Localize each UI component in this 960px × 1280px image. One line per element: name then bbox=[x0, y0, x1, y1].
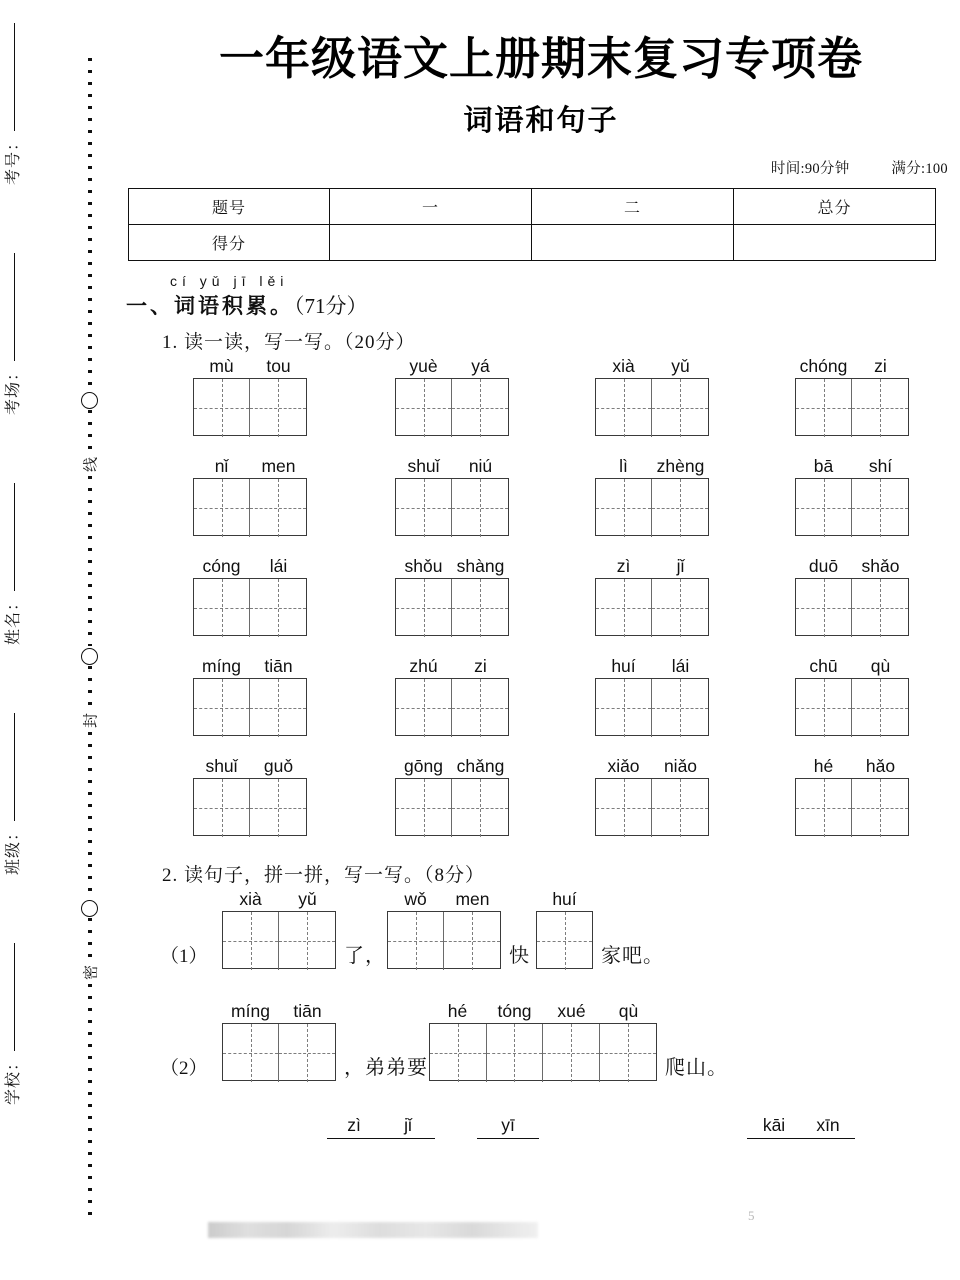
tianzige-grid[interactable] bbox=[595, 378, 709, 436]
tianzige-grid[interactable] bbox=[193, 578, 307, 636]
tianzige-cell[interactable] bbox=[537, 912, 592, 970]
tianzige-cell[interactable] bbox=[396, 479, 452, 537]
tianzige-cell[interactable] bbox=[452, 479, 508, 537]
pinyin-label bbox=[193, 354, 307, 378]
dotted-segment bbox=[88, 918, 92, 962]
pinyin-syllable: shuǐ bbox=[407, 455, 440, 476]
tianzige-grid[interactable] bbox=[395, 578, 509, 636]
tianzige-grid[interactable] bbox=[595, 678, 709, 736]
tianzige-grid[interactable] bbox=[222, 911, 336, 969]
pinyin-label bbox=[222, 887, 336, 911]
word-grid-item bbox=[595, 754, 709, 836]
tianzige-cell[interactable] bbox=[796, 579, 852, 637]
dotted-segment bbox=[88, 732, 92, 898]
pinyin-syllable: duō bbox=[808, 555, 839, 576]
dotted-segment bbox=[88, 410, 92, 454]
tianzige-cell[interactable] bbox=[596, 479, 652, 537]
seal-label-class bbox=[0, 685, 23, 875]
seal-label-exam-number bbox=[0, 0, 23, 185]
pinyin-label bbox=[795, 354, 909, 378]
seal-ring-marker bbox=[81, 392, 98, 409]
tianzige-cell[interactable] bbox=[652, 779, 708, 837]
table-row-scores bbox=[129, 224, 936, 260]
dotted-segment bbox=[88, 666, 92, 710]
tianzige-cell[interactable] bbox=[452, 379, 508, 437]
pinyin-syllable: shuǐ bbox=[205, 755, 238, 776]
tianzige-cell[interactable] bbox=[652, 679, 708, 737]
score-cell-total[interactable] bbox=[734, 224, 936, 260]
sentence-text: ，弟弟要 bbox=[344, 1056, 428, 1079]
tianzige-grid[interactable] bbox=[193, 378, 307, 436]
question-2-sentence-area bbox=[122, 887, 960, 1111]
pinyin-label bbox=[395, 454, 509, 478]
word-grid-item bbox=[395, 654, 509, 736]
seal-ring-marker bbox=[81, 900, 98, 917]
page-number: 5 bbox=[748, 1208, 755, 1223]
tianzige-cell[interactable] bbox=[396, 779, 452, 837]
seal-dotted-line bbox=[83, 58, 100, 1218]
tianzige-grid[interactable] bbox=[795, 578, 909, 636]
exam-total-label: 满分:100 bbox=[891, 160, 948, 177]
pinyin-syllable: yī bbox=[501, 1114, 515, 1135]
pinyin-label bbox=[395, 654, 509, 678]
seal-label-text: 学校： bbox=[5, 1053, 22, 1105]
exam-meta bbox=[122, 157, 948, 178]
tianzige-cell[interactable] bbox=[250, 779, 306, 837]
word-grid-item bbox=[595, 554, 709, 636]
section-one-heading bbox=[126, 273, 960, 323]
exam-sheet bbox=[122, 0, 960, 1280]
tianzige-cell[interactable] bbox=[796, 479, 852, 537]
pinyin-syllable: lì bbox=[619, 455, 628, 476]
pinyin-label bbox=[429, 999, 657, 1023]
tianzige-cell[interactable] bbox=[396, 679, 452, 737]
pinyin-syllable: huí bbox=[611, 655, 636, 676]
score-table-row-label: 得分 bbox=[129, 224, 330, 260]
tianzige-cell[interactable] bbox=[444, 912, 500, 970]
pinyin-syllable: xiǎo bbox=[607, 755, 640, 776]
sentence-text: 快 bbox=[509, 944, 530, 967]
page-title: 一年级语文上册期末复习专项卷 bbox=[218, 34, 863, 84]
pinyin-label bbox=[193, 654, 307, 678]
pinyin-syllable: shǒu bbox=[404, 555, 443, 576]
tianzige-grid[interactable] bbox=[395, 378, 509, 436]
sentence-blank-grid bbox=[222, 887, 336, 969]
seal-label-text: 考号： bbox=[5, 133, 22, 185]
pinyin-syllable: zì bbox=[616, 555, 631, 576]
pinyin-syllable: shí bbox=[868, 455, 893, 476]
seal-label-text: 姓名： bbox=[5, 593, 22, 645]
tianzige-cell[interactable] bbox=[596, 779, 652, 837]
pinyin-syllable: jǐ bbox=[676, 555, 685, 576]
pinyin-syllable: xīn bbox=[816, 1114, 840, 1135]
pinyin-syllable: lái bbox=[671, 655, 690, 676]
seal-ring-marker bbox=[81, 648, 98, 665]
pinyin-label bbox=[193, 754, 307, 778]
pinyin-syllable: míng bbox=[202, 655, 241, 676]
pinyin-label bbox=[595, 554, 709, 578]
sentence-text: 了， bbox=[344, 944, 386, 967]
pinyin-syllable: xià bbox=[612, 355, 635, 376]
section-one-title bbox=[126, 290, 368, 320]
pinyin-syllable: shàng bbox=[456, 555, 505, 576]
tianzige-cell[interactable] bbox=[396, 379, 452, 437]
tianzige-grid[interactable] bbox=[193, 478, 307, 536]
pinyin-syllable: hé bbox=[813, 755, 834, 776]
word-grid-item bbox=[595, 654, 709, 736]
tianzige-cell[interactable] bbox=[452, 779, 508, 837]
word-grid-item bbox=[193, 554, 307, 636]
tianzige-cell[interactable] bbox=[652, 479, 708, 537]
pinyin-syllable: niú bbox=[468, 455, 493, 476]
tianzige-cell[interactable] bbox=[194, 479, 250, 537]
word-grid-item bbox=[595, 454, 709, 536]
tianzige-cell[interactable] bbox=[596, 579, 652, 637]
word-grid-item bbox=[395, 454, 509, 536]
sentence-text: 家吧。 bbox=[601, 944, 664, 967]
tianzige-cell[interactable] bbox=[852, 479, 908, 537]
tianzige-cell[interactable] bbox=[396, 579, 452, 637]
tianzige-cell[interactable] bbox=[852, 779, 908, 837]
pinyin-syllable: lái bbox=[269, 555, 288, 576]
tianzige-cell[interactable] bbox=[250, 479, 306, 537]
seal-label-exam-room bbox=[0, 225, 23, 415]
tianzige-grid[interactable] bbox=[595, 578, 709, 636]
pinyin-syllable: chū bbox=[809, 655, 838, 676]
pinyin-label bbox=[795, 454, 909, 478]
pinyin-label bbox=[395, 754, 509, 778]
page-subtitle: 词语和句子 bbox=[463, 104, 619, 137]
sentence-index: （2） bbox=[160, 1057, 208, 1079]
score-table-col-2: 二 bbox=[532, 188, 734, 224]
tianzige-cell[interactable] bbox=[250, 679, 306, 737]
score-table-row-label: 题号 bbox=[129, 188, 330, 224]
tianzige-cell[interactable] bbox=[596, 679, 652, 737]
seal-label-school bbox=[0, 915, 23, 1105]
pinyin-label bbox=[395, 354, 509, 378]
tianzige-cell[interactable] bbox=[852, 579, 908, 637]
score-cell-2[interactable] bbox=[532, 224, 734, 260]
pinyin-syllable: zhú bbox=[409, 655, 438, 676]
word-grid-item bbox=[193, 454, 307, 536]
pinyin-syllable: tiān bbox=[264, 655, 293, 676]
tianzige-cell[interactable] bbox=[223, 1024, 279, 1082]
word-grid-item bbox=[795, 554, 909, 636]
sentence-blank-grid bbox=[429, 999, 657, 1081]
table-row-header bbox=[129, 188, 936, 224]
grid-row bbox=[122, 654, 960, 754]
tianzige-grid[interactable] bbox=[795, 678, 909, 736]
section-one-points: （71分） bbox=[294, 293, 368, 318]
pinyin-syllable: xué bbox=[557, 1000, 586, 1021]
pinyin-syllable: jǐ bbox=[404, 1114, 412, 1135]
tianzige-cell[interactable] bbox=[452, 679, 508, 737]
question-1-prompt: 1. 读一读，写一写。（20分） bbox=[162, 331, 416, 353]
tianzige-grid[interactable] bbox=[193, 778, 307, 836]
seal-char-mi: 密 bbox=[80, 962, 101, 984]
tianzige-cell[interactable] bbox=[652, 579, 708, 637]
seal-write-rule bbox=[14, 713, 15, 821]
sentence-text: 爬山。 bbox=[665, 1056, 728, 1079]
tianzige-grid[interactable] bbox=[222, 1023, 336, 1081]
pinyin-syllable: zì bbox=[347, 1114, 361, 1135]
sentence-row bbox=[122, 887, 960, 999]
pinyin-syllable: xià bbox=[239, 888, 262, 909]
pinyin-syllable: míng bbox=[231, 1000, 270, 1021]
grid-row bbox=[122, 454, 960, 554]
sentence-blank-grid bbox=[387, 887, 501, 969]
pinyin-syllable: wǒ bbox=[404, 888, 427, 909]
word-grid-item bbox=[395, 754, 509, 836]
word-grid-item bbox=[795, 654, 909, 736]
score-table bbox=[128, 188, 936, 261]
pinyin-syllable: mù bbox=[209, 355, 234, 376]
pinyin-label bbox=[395, 554, 509, 578]
tianzige-cell[interactable] bbox=[852, 679, 908, 737]
pinyin-syllable: nǐ bbox=[214, 455, 229, 476]
pinyin-label bbox=[595, 754, 709, 778]
tianzige-grid[interactable] bbox=[429, 1023, 657, 1081]
tianzige-grid[interactable] bbox=[395, 478, 509, 536]
section-one-ruby: cí yǔ jī lěi bbox=[170, 272, 289, 289]
pinyin-label bbox=[536, 887, 593, 911]
pinyin-syllable: chóng bbox=[799, 355, 848, 376]
sentence-row bbox=[122, 999, 960, 1111]
tianzige-grid[interactable] bbox=[795, 478, 909, 536]
word-grid-item bbox=[795, 454, 909, 536]
pinyin-syllable: men bbox=[455, 888, 490, 909]
pinyin-label bbox=[795, 754, 909, 778]
word-grid-item bbox=[193, 654, 307, 736]
dotted-segment bbox=[88, 984, 92, 1218]
pinyin-syllable: qù bbox=[870, 655, 891, 676]
score-table-col-total: 总分 bbox=[734, 188, 936, 224]
tianzige-grid[interactable] bbox=[595, 478, 709, 536]
pinyin-label bbox=[795, 554, 909, 578]
redaction-bar bbox=[208, 1222, 538, 1238]
tianzige-cell[interactable] bbox=[796, 679, 852, 737]
tianzige-grid[interactable] bbox=[795, 778, 909, 836]
tianzige-cell[interactable] bbox=[279, 1024, 335, 1082]
seal-label-name bbox=[0, 455, 23, 645]
pinyin-label bbox=[193, 454, 307, 478]
pinyin-label bbox=[222, 999, 336, 1023]
pinyin-label bbox=[595, 354, 709, 378]
question-1-grid-area bbox=[122, 354, 960, 854]
seal-char-xian: 线 bbox=[80, 454, 101, 476]
dotted-segment bbox=[88, 476, 92, 646]
tianzige-grid[interactable] bbox=[795, 378, 909, 436]
pinyin-syllable: tou bbox=[266, 355, 291, 376]
tianzige-cell[interactable] bbox=[194, 779, 250, 837]
pinyin-syllable: shǎo bbox=[861, 555, 900, 576]
score-table-col-1: 一 bbox=[330, 188, 532, 224]
word-grid-item bbox=[193, 354, 307, 436]
pinyin-syllable: yuè bbox=[409, 355, 438, 376]
pinyin-syllable: guǒ bbox=[263, 755, 294, 776]
pinyin-syllable: gōng bbox=[404, 755, 443, 776]
tianzige-cell[interactable] bbox=[452, 579, 508, 637]
word-grid-item bbox=[193, 754, 307, 836]
tianzige-cell[interactable] bbox=[250, 579, 306, 637]
pinyin-syllable: yá bbox=[471, 355, 490, 376]
score-cell-1[interactable] bbox=[330, 224, 532, 260]
pinyin-syllable: niǎo bbox=[663, 755, 698, 776]
pinyin-syllable: kāi bbox=[762, 1114, 786, 1135]
seal-label-text: 班级： bbox=[5, 823, 22, 875]
cutoff-pinyin-blank[interactable] bbox=[327, 1115, 435, 1139]
sentence-blank-grid bbox=[222, 999, 336, 1081]
pinyin-syllable: tiān bbox=[293, 1000, 322, 1021]
pinyin-syllable: tóng bbox=[497, 1000, 532, 1021]
sentence-index: （1） bbox=[160, 945, 208, 967]
pinyin-label bbox=[193, 554, 307, 578]
pinyin-label bbox=[595, 454, 709, 478]
grid-row bbox=[122, 554, 960, 654]
pinyin-label bbox=[795, 654, 909, 678]
cutoff-pinyin-blank[interactable] bbox=[477, 1115, 539, 1139]
tianzige-cell[interactable] bbox=[194, 379, 250, 437]
tianzige-cell[interactable] bbox=[796, 379, 852, 437]
pinyin-syllable: cóng bbox=[202, 555, 241, 576]
tianzige-cell[interactable] bbox=[652, 379, 708, 437]
pinyin-syllable: men bbox=[261, 455, 296, 476]
dotted-segment bbox=[88, 58, 92, 390]
pinyin-syllable: hǎo bbox=[865, 755, 896, 776]
tianzige-cell[interactable] bbox=[796, 779, 852, 837]
pinyin-syllable: zi bbox=[874, 355, 887, 376]
seal-write-rule bbox=[14, 253, 15, 361]
tianzige-cell[interactable] bbox=[250, 379, 306, 437]
tianzige-grid[interactable] bbox=[395, 678, 509, 736]
tianzige-cell[interactable] bbox=[600, 1024, 657, 1082]
word-grid-item bbox=[595, 354, 709, 436]
pinyin-syllable: yǔ bbox=[298, 888, 317, 909]
tianzige-grid[interactable] bbox=[387, 911, 501, 969]
tianzige-cell[interactable] bbox=[430, 1024, 487, 1082]
tianzige-cell[interactable] bbox=[852, 379, 908, 437]
section-one-title-text: 一、词语积累。 bbox=[126, 293, 294, 318]
grid-row bbox=[122, 354, 960, 454]
word-grid-item bbox=[395, 354, 509, 436]
pinyin-syllable: qù bbox=[618, 1000, 639, 1021]
tianzige-cell[interactable] bbox=[194, 679, 250, 737]
seal-write-rule bbox=[14, 943, 15, 1051]
word-grid-item bbox=[795, 754, 909, 836]
pinyin-syllable: yǔ bbox=[671, 355, 690, 376]
sentence-blank-grid bbox=[536, 887, 593, 969]
pinyin-syllable: chǎng bbox=[456, 755, 505, 776]
tianzige-cell[interactable] bbox=[223, 912, 279, 970]
pinyin-syllable: zi bbox=[474, 655, 487, 676]
pinyin-syllable: zhèng bbox=[656, 455, 705, 476]
tianzige-grid[interactable] bbox=[395, 778, 509, 836]
word-grid-item bbox=[795, 354, 909, 436]
cutoff-pinyin-blank[interactable] bbox=[747, 1115, 855, 1139]
pinyin-syllable: hé bbox=[447, 1000, 468, 1021]
tianzige-cell[interactable] bbox=[487, 1024, 544, 1082]
tianzige-grid[interactable] bbox=[193, 678, 307, 736]
tianzige-grid[interactable] bbox=[536, 911, 593, 969]
seal-write-rule bbox=[14, 23, 15, 131]
pinyin-label bbox=[595, 654, 709, 678]
pinyin-syllable: huí bbox=[552, 888, 577, 909]
grid-row bbox=[122, 754, 960, 854]
seal-sidebar bbox=[0, 0, 122, 1280]
cutoff-next-question-row bbox=[122, 1115, 960, 1155]
seal-char-feng: 封 bbox=[80, 710, 101, 732]
seal-label-text: 考场： bbox=[5, 363, 22, 415]
exam-time-label: 时间:90分钟 bbox=[770, 160, 850, 177]
tianzige-grid[interactable] bbox=[595, 778, 709, 836]
seal-write-rule bbox=[14, 483, 15, 591]
question-2-prompt: 2. 读句子，拼一拼，写一写。（8分） bbox=[162, 864, 486, 886]
tianzige-cell[interactable] bbox=[194, 579, 250, 637]
word-grid-item bbox=[395, 554, 509, 636]
tianzige-cell[interactable] bbox=[596, 379, 652, 437]
pinyin-syllable: bā bbox=[813, 455, 834, 476]
tianzige-cell[interactable] bbox=[543, 1024, 600, 1082]
tianzige-cell[interactable] bbox=[388, 912, 444, 970]
pinyin-label bbox=[387, 887, 501, 911]
tianzige-cell[interactable] bbox=[279, 912, 335, 970]
